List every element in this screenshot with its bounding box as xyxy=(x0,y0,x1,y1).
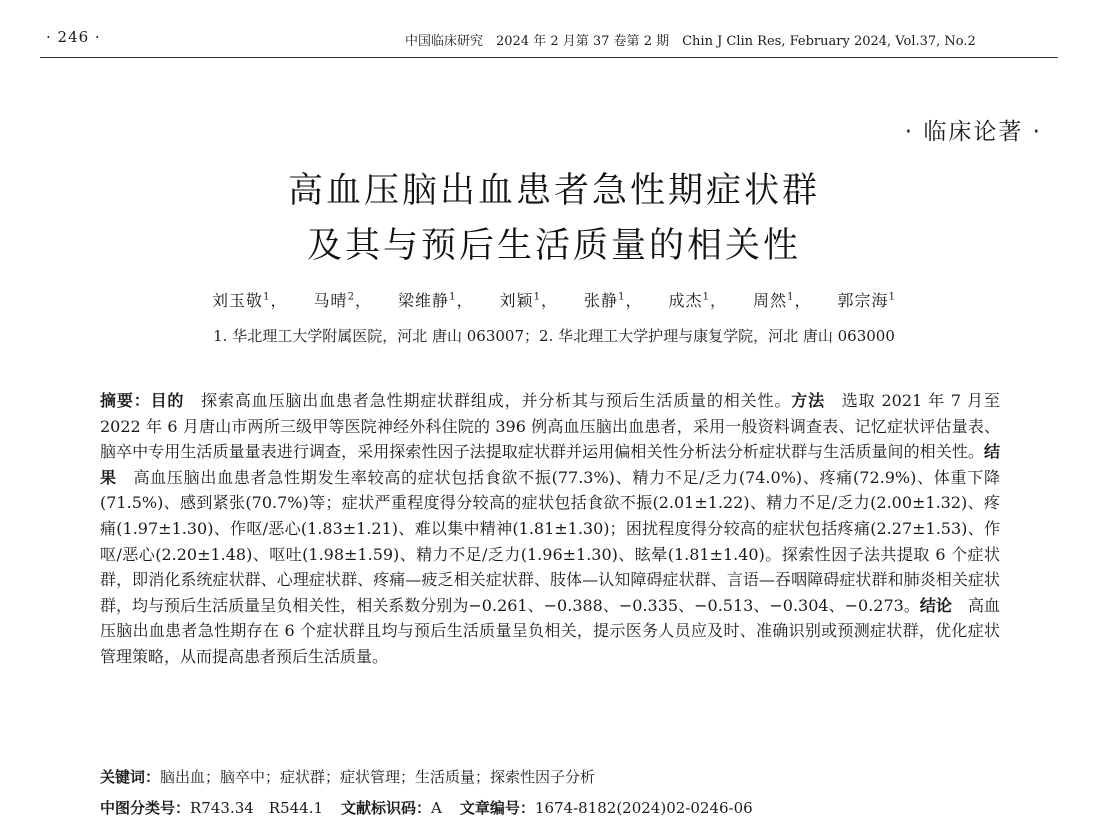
author: 马晴$^2$， xyxy=(313,291,372,310)
objective-text: 探索高血压脑出血患者急性期症状群组成，并分析其与预后生活质量的相关性。 xyxy=(201,391,792,410)
header-rule xyxy=(40,57,1058,58)
clc-value: R743.34 R544.1 xyxy=(190,799,324,817)
methods-label: 方法 xyxy=(791,391,825,410)
section-label: · 临床论著 · xyxy=(904,119,1042,145)
article-number-label: 文章编号： xyxy=(459,799,535,817)
abstract-label: 摘要： xyxy=(100,391,151,410)
article-title-line-2: 及其与预后生活质量的相关性 xyxy=(306,226,801,266)
author-list xyxy=(0,288,1108,311)
objective-label: 目的 xyxy=(150,391,185,410)
author: 梁维静$^1$， xyxy=(398,291,474,310)
author: 成杰$^1$， xyxy=(668,291,727,310)
conclusion-text: 高血压脑出血患者急性期存在 6 个症状群且均与预后生活质量呈负相关，提示医务人员应及时、准确识别或预测症状群，优化症状管理策略，从而提高患者预后生活质量。 xyxy=(100,595,1000,666)
affiliations: 1. 华北理工大学附属医院，河北 唐山 063007；2. 华北理工大学护理与康复学院，河北 唐山 063000 xyxy=(213,327,895,345)
doc-code-value: A xyxy=(431,799,442,817)
results-label: 结果 xyxy=(100,442,1000,487)
page-number: · 246 · xyxy=(46,28,101,46)
methods-text: 选取 2021 年 7 月至 2022 年 6 月唐山市两所三级甲等医院神经外科住院的 396 例高血压脑出血患者，采用一般资料调查表、记忆症状评估量表、脑卒中专用生活质量量表进行调查，采用探索性因子法提取症状群并运用偏相关性分析法分析症状群与生活质量间的相关性。 xyxy=(100,391,1000,462)
conclusion-label: 结论 xyxy=(919,595,952,615)
journal-running-header: 中国临床研究 2024 年 2 月第 37 卷第 2 期 Chin J Clin Res, February 2024, Vol.37, No.2 xyxy=(405,34,976,49)
doc-code-label: 文献标识码： xyxy=(341,799,432,817)
author: 刘玉敬$^1$， xyxy=(212,291,288,310)
author: 郭宗海$^1$ xyxy=(837,291,896,310)
classification-line xyxy=(100,797,753,818)
results-text: 高血压脑出血患者急性期发生率较高的症状包括食欲不振(77.3%)、精力不足/乏力(74.0%)、疼痛(72.9%)、体重下降(71.5%)、感到紧张(70.7%)等；症状严重程度得分较高的症状包括食欲不振(2.01±1.22)、精力不足/乏力(2.00±1.32)、疼痛(1.97±1.30)、作呕/恶心(1.83±1.21)、难以集中精神(1.81±1.30)；困扰程度得分较高的症状包括疼痛(2.27±1.53)、作呕/恶心(2.20±1.48)、呕吐(1.98±1.59)、精力不足/乏力(1.96±1.30)、眩晕(1.81±1.40)。探索性因子法共提取 6 个症状群，即消化系统症状群、心理症状群、疼痛—疲乏相关症状群、肢体—认知障碍症状群、言语—吞咽障碍症状群和肺炎相关症状群，均与预后生活质量呈负相关性，相关系数分别为−0.261、−0.388、−0.335、−0.513、−0.304、−0.273。 xyxy=(100,467,1000,615)
author: 张静$^1$， xyxy=(584,291,643,310)
keywords xyxy=(100,766,595,787)
abstract xyxy=(100,388,1000,670)
article-number-value: 1674-8182(2024)02-0246-06 xyxy=(534,799,753,817)
article-title-line-1: 高血压脑出血患者急性期症状群 xyxy=(287,171,820,211)
clc-label: 中图分类号： xyxy=(100,799,191,817)
author: 周然$^1$， xyxy=(753,291,812,310)
keywords-text: 脑出血；脑卒中；症状群；症状管理；生活质量；探索性因子分析 xyxy=(160,768,596,786)
keywords-label: 关键词： xyxy=(100,768,161,786)
author: 刘颖$^1$， xyxy=(499,291,558,310)
